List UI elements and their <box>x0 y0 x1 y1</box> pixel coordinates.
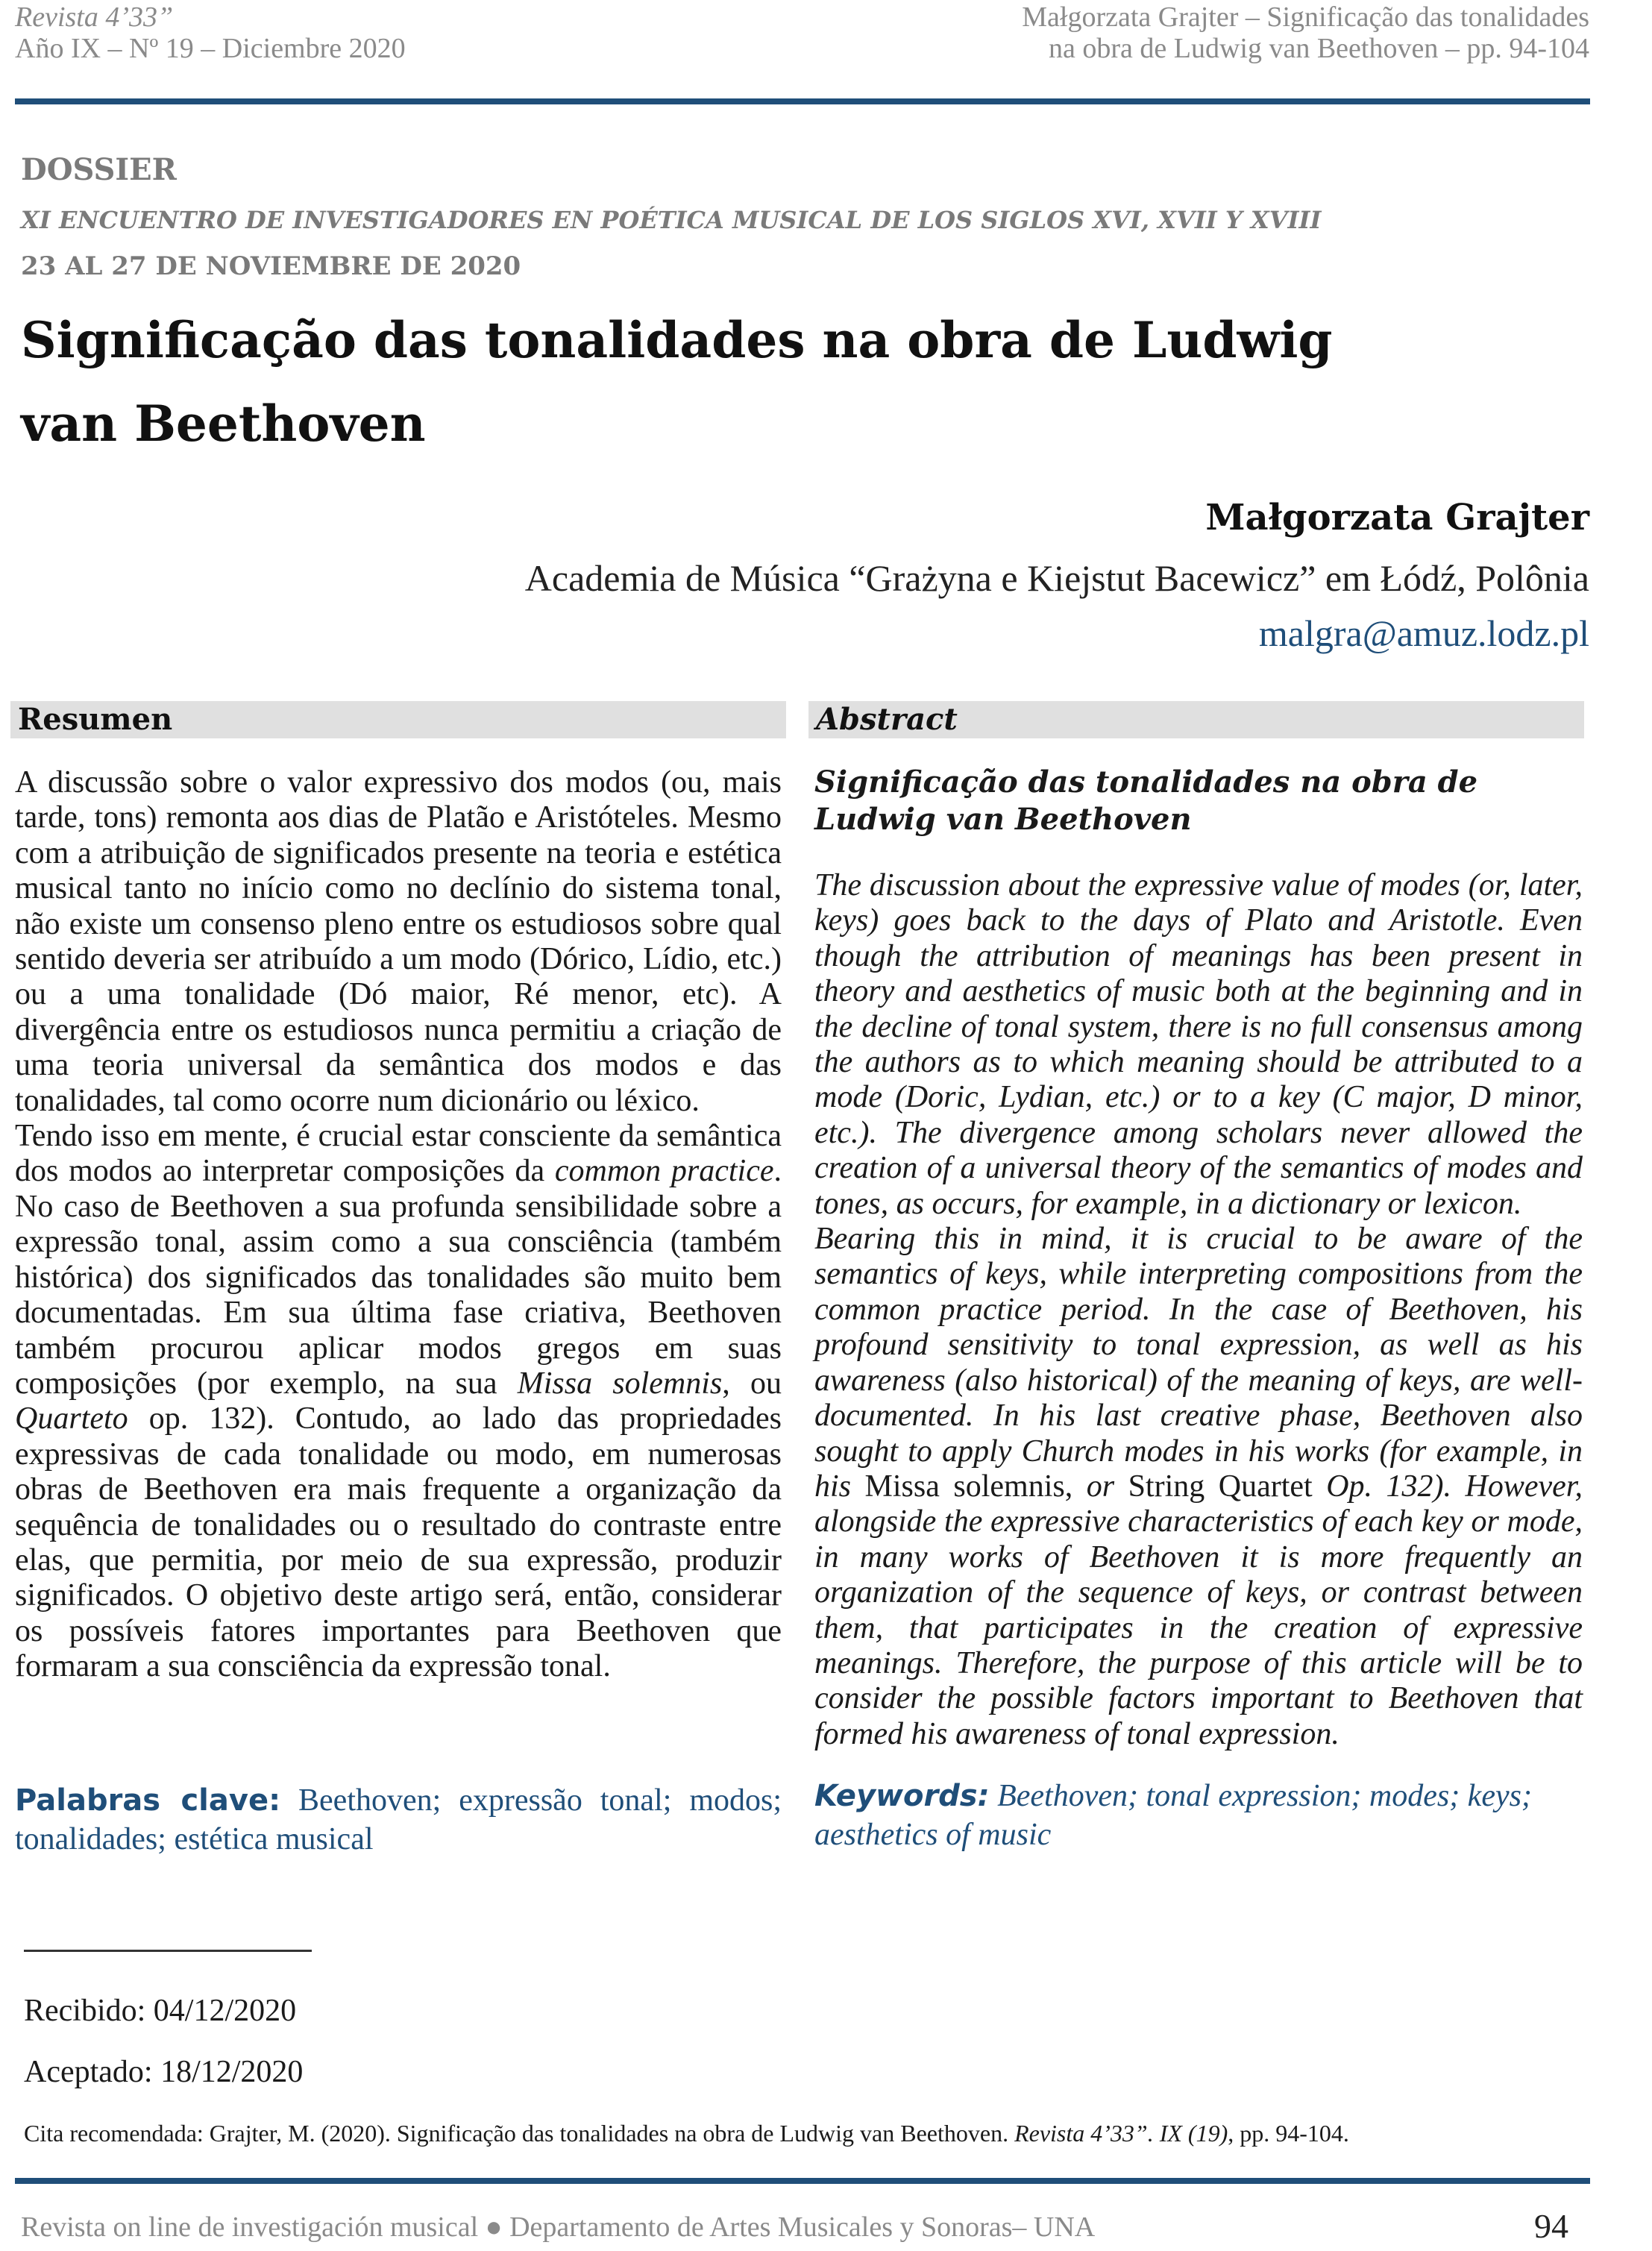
text-run: or <box>1072 1469 1128 1504</box>
author-name: Małgorzata Grajter <box>1205 497 1589 539</box>
keywords-list: Beethoven; expressão tonal; modos; tonalidades; estética musical <box>15 1783 782 1856</box>
text-run-upright: String Quartet <box>1128 1469 1313 1504</box>
abstract-title: Significação das tonalidades na obra de Ludwig van Beethoven <box>814 765 1478 837</box>
journal-name: Revista 4’33” <box>15 1 174 33</box>
recommended-citation <box>24 2120 1349 2147</box>
article-title: Significação das tonalidades na obra de Ludwig van Beethoven <box>21 311 1333 453</box>
text-run: Op. 132). However, alongside the expressive characteristics of each key or mode, in many works of Beethoven it is more frequently an organization of the sequence of keys, or contrast between them, that participates in the creation of expressive meanings. Therefore, the purpose of this article will be to consider the possible factors important to Beethoven that formed his awareness of tonal expression. <box>814 1469 1583 1751</box>
accepted-date: Aceptado: 18/12/2020 <box>24 2055 304 2089</box>
resumen-heading: Resumen <box>10 701 786 738</box>
resumen-paragraph-1: A discussão sobre o valor expressivo dos modos (ou, mais tarde, tons) remonta aos dias de Platão e Aristóteles. Mesmo com a atribuição de significados presente na teoria e estética musical tanto no início como no declínio do sistema tonal, não existe um consenso pleno entre os estudiosos sobre qual sentido deveria ser atribuído a um modo (Dórico, Lídio, etc.) ou a uma tonalidade (Dó maior, Ré menor, etc). A divergência entre os estudiosos nunca permitiu a criação de uma teoria universal da semântica dos modos e das tonalidades, tal como ocorre num dicionário ou léxico. <box>15 765 782 1118</box>
text-run-italic: common practice <box>554 1154 774 1189</box>
text-run: Bearing this in mind, it is crucial to be aware of the semantics of keys, while interpreting compositions from the common practice period. In the case of Beethoven, his profound sensitivity to tonal expression, as well as his awareness (also historical) of the meaning of keys, are well-documented. In his last creative phase, Beethoven also sought to apply Church modes in his works (for example, in his <box>814 1222 1583 1504</box>
keywords-label: Palabras clave: <box>15 1783 281 1818</box>
text-run-italic: Missa solemnis <box>517 1366 723 1401</box>
author-email-link[interactable]: malgra@amuz.lodz.pl <box>1258 612 1589 654</box>
keywords-label: Keywords: <box>814 1779 990 1813</box>
footer-divider <box>15 2178 1590 2184</box>
text-run: , ou <box>722 1366 782 1401</box>
citation-text: Cita recomendada: Grajter, M. (2020). Significação das tonalidades na obra de Ludwig van Beethoven. <box>24 2120 1015 2147</box>
running-title-line-2: na obra de Ludwig van Beethoven – pp. 94-104 <box>1049 33 1589 64</box>
text-run-italic: Quarteto <box>15 1401 128 1437</box>
abstract-body <box>814 868 1583 1752</box>
resumen-body <box>15 765 782 1685</box>
abstract-paragraph-1: The discussion about the expressive value of modes (or, later, keys) goes back to the days of Plato and Aristotle. Even though the attribution of meanings has been present in theory and aesthetics of music both at the beginning and in the decline of tonal system, there is no full consensus among the authors as to which meaning should be attributed to a mode (Doric, Lydian, etc.) or to a key (C major, D minor, etc.). The divergence among scholars never allowed the creation of a universal theory of the semantics of modes and tones, as occurs, for example, in a dictionary or lexicon. <box>814 868 1583 1221</box>
abstract-paragraph-2 <box>814 1222 1583 1752</box>
text-run: Tendo isso em mente, é crucial estar consciente da semântica dos modos ao interpretar composições da <box>15 1119 782 1189</box>
journal-header <box>15 1 406 64</box>
dossier-label: DOSSIER <box>21 152 177 187</box>
author-affiliation: Academia de Música “Grażyna e Kiejstut Bacewicz” em Łódź, Polônia <box>524 557 1589 599</box>
resumen-paragraph-2 <box>15 1119 782 1685</box>
text-run: op. 132). Contudo, ao lado das propriedades expressivas de cada tonalidade ou modo, em numerosas obras de Beethoven era mais frequente a organização da sequência de tonalidades ou o resultado do contraste entre elas, que permitia, por meio de sua expressão, produzir significados. O objetivo deste artigo será, então, considerar os possíveis fatores importantes para Beethoven que formaram a sua consciência da expressão tonal. <box>15 1401 782 1684</box>
dossier-event: XI ENCUENTRO DE INVESTIGADORES EN POÉTICA MUSICAL DE LOS SIGLOS XVI, XVII Y XVIII <box>21 206 1322 234</box>
resumen-keywords <box>15 1781 782 1859</box>
header-divider <box>15 98 1590 104</box>
footer-text: Revista on line de investigación musical ● Departamento de Artes Musicales y Sonoras– UNA <box>21 2211 1096 2243</box>
text-run: . No caso de Beethoven a sua profunda sensibilidade sobre a expressão tonal, assim como a sua consciência (também histórica) dos significados das tonalidades são muito bem documentadas. Em sua última fase criativa, Beethoven também procurou aplicar modos gregos em suas composições (por exemplo, na sua <box>15 1154 782 1401</box>
running-title <box>1022 1 1589 64</box>
received-date: Recibido: 04/12/2020 <box>24 1994 297 2028</box>
text-run-upright: Missa solemnis, <box>864 1469 1073 1504</box>
citation-journal: Revista 4’33”. IX (19) <box>1014 2120 1228 2147</box>
page-number: 94 <box>1534 2207 1568 2245</box>
abstract-heading: Abstract <box>808 701 1584 738</box>
citation-text: , pp. 94-104. <box>1228 2120 1349 2147</box>
running-title-line-1: Małgorzata Grajter – Significação das tonalidades <box>1022 1 1589 33</box>
journal-issue: Año IX – Nº 19 – Diciembre 2020 <box>15 33 406 64</box>
keywords-list: Beethoven; tonal expression; modes; keys; aesthetics of music <box>814 1779 1532 1852</box>
abstract-keywords <box>814 1777 1583 1854</box>
dossier-dates: 23 AL 27 DE NOVIEMBRE DE 2020 <box>21 251 521 281</box>
footnote-divider <box>24 1950 312 1952</box>
